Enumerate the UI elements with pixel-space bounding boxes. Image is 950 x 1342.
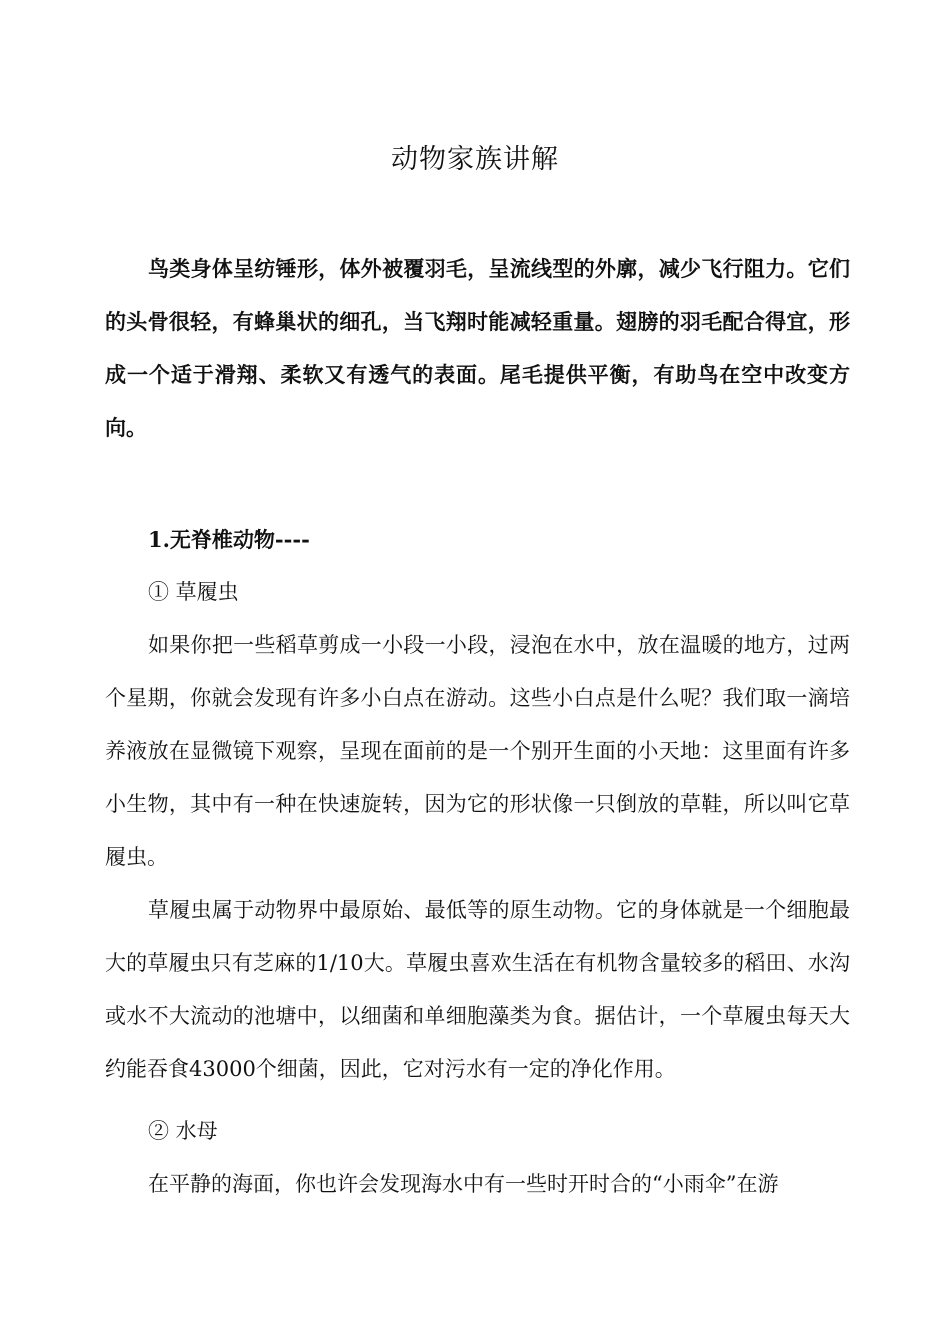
paramecium-paragraph-1: 如果你把一些稻草剪成一小段一小段，浸泡在水中，放在温暖的地方，过两个星期，你就会发现有许多小白点在游动。这些小白点是什么呢？我们取一滴培养液放在显微镜下观察，呈现在面前的是一个别开生面的小天地：这里面有许多小生物，其中有一种在快速旋转，因为它的形状像一只倒放的草鞋，所以叫它草履虫。 (105, 633, 850, 869)
paramecium-paragraph-2: 草履虫属于动物界中最原始、最低等的原生动物。它的身体就是一个细胞最大的草履虫只有芝麻的1/10大。草履虫喜欢生活在有机物含量较多的稻田、水沟或水不大流动的池塘中，以细菌和单细胞藻类为食。据估计，一个草履虫每天大约能吞食43000个细菌，因此，它对污水有一定的净化作用。 (105, 898, 850, 1081)
document-title: 动物家族讲解 (391, 144, 559, 175)
subsection-jellyfish: ② 水母 (148, 1119, 218, 1143)
intro-paragraph: 鸟类身体呈纺锤形，体外被覆羽毛，呈流线型的外廓，减少飞行阻力。它们的头骨很轻，有蜂巢状的细孔，当飞翔时能减轻重量。翅膀的羽毛配合得宜，形成一个适于滑翔、柔软又有透气的表面。尾毛提供平衡，有助鸟在空中改变方向。 (105, 256, 850, 440)
subsection-paramecium: ① 草履虫 (148, 580, 239, 604)
section-heading-invertebrates: 1.无脊椎动物---- (148, 527, 310, 552)
jellyfish-paragraph: 在平静的海面，你也许会发现海水中有一些时开时合的“小雨伞”在游 (148, 1172, 779, 1196)
